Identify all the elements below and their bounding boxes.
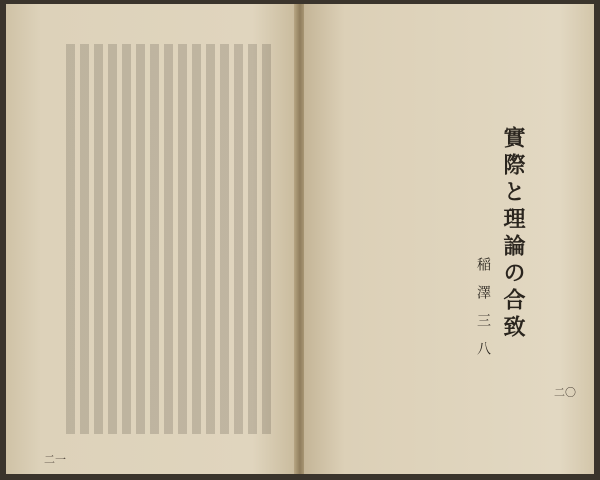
article-title: 實際と理論の合致 xyxy=(500,126,526,342)
author-name: 稲澤三八 xyxy=(475,257,491,369)
left-page xyxy=(6,4,296,474)
book-spread xyxy=(6,4,594,474)
left-page-number: 二一 xyxy=(44,453,66,466)
left-body-text xyxy=(66,44,276,434)
right-page xyxy=(304,4,594,474)
right-page-number: 二〇 xyxy=(554,386,576,399)
